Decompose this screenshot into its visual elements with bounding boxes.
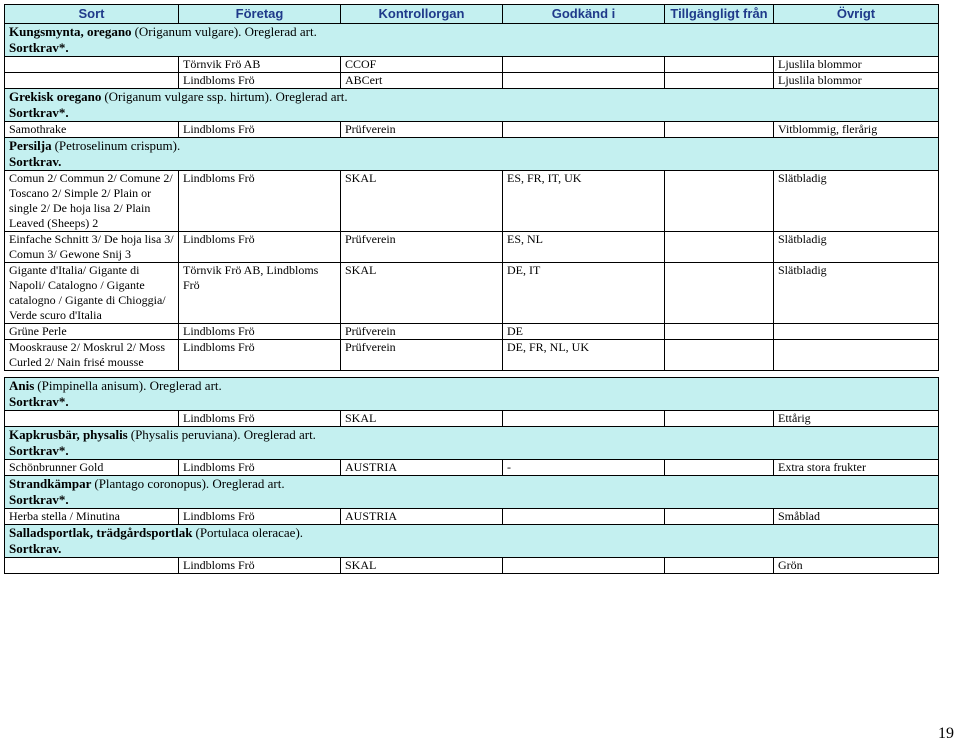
species-header [5,476,939,509]
table-cell: Grüne Perle [5,324,179,340]
table-cell: DE, IT [503,263,665,324]
table-cell: Lindbloms Frö [179,558,341,574]
table-cell: Törnvik Frö AB [179,57,341,73]
table-cell: AUSTRIA [341,460,503,476]
table-cell: Småblad [774,509,939,525]
sortkrav-note: Sortkrav*. [9,443,69,458]
table-row [5,558,939,574]
table-cell: Herba stella / Minutina [5,509,179,525]
table-cell [665,57,774,73]
table-cell [5,73,179,89]
species-name: Persilja [9,138,52,153]
table-cell: Lindbloms Frö [179,171,341,232]
col-kontrollorgan: Kontrollorgan [341,5,503,24]
table-row [5,411,939,427]
col-sort: Sort [5,5,179,24]
table-cell: Prüfverein [341,324,503,340]
species-name: Anis [9,378,35,393]
table-cell [665,122,774,138]
table-cell [503,411,665,427]
table-cell: Ettårig [774,411,939,427]
table-cell [503,57,665,73]
col-godkand-i: Godkänd i [503,5,665,24]
table-cell [5,558,179,574]
col-foretag: Företag [179,5,341,24]
species-cell [5,427,939,460]
table-row [5,263,939,324]
table-cell [665,460,774,476]
table-cell [665,324,774,340]
col-tillgangligt-fran: Tillgängligt från [665,5,774,24]
species-header [5,24,939,57]
table-cell: DE, FR, NL, UK [503,340,665,371]
variety-table [4,4,939,574]
table-cell: Lindbloms Frö [179,324,341,340]
table-cell: Vitblommig, flerårig [774,122,939,138]
sortkrav-note: Sortkrav*. [9,105,69,120]
table-body [5,24,939,574]
col-ovrigt: Övrigt [774,5,939,24]
table-cell: Prüfverein [341,122,503,138]
species-name: Strandkämpar [9,476,92,491]
table-cell [665,340,774,371]
species-cell [5,476,939,509]
table-cell: Lindbloms Frö [179,232,341,263]
table-cell [665,73,774,89]
page-number: 19 [938,725,954,742]
table-cell: ABCert [341,73,503,89]
table-cell [665,509,774,525]
table-cell: Prüfverein [341,340,503,371]
table-cell: Lindbloms Frö [179,122,341,138]
table-cell: Extra stora frukter [774,460,939,476]
table-cell: Slätbladig [774,263,939,324]
species-latin: (Origanum vulgare ssp. hirtum). Oreglerad art. [104,89,348,104]
table-cell: ES, FR, IT, UK [503,171,665,232]
species-latin: (Physalis peruviana). Oreglerad art. [130,427,316,442]
sortkrav-note: Sortkrav*. [9,492,69,507]
species-cell [5,89,939,122]
table-row [5,340,939,371]
table-cell: CCOF [341,57,503,73]
table-cell [503,73,665,89]
table-row [5,232,939,263]
table-row [5,460,939,476]
species-cell [5,24,939,57]
table-cell: Gigante d'Italia/ Gigante di Napoli/ Catalogno / Gigante catalogno / Gigante di Chioggia/ Verde scuro d'Italia [5,263,179,324]
table-cell [665,232,774,263]
table-cell: AUSTRIA [341,509,503,525]
table-cell: Slätbladig [774,171,939,232]
sortkrav-note: Sortkrav. [9,541,62,556]
table-cell [774,324,939,340]
species-cell [5,525,939,558]
table-cell [665,263,774,324]
table-cell: Lindbloms Frö [179,340,341,371]
sortkrav-note: Sortkrav*. [9,40,69,55]
table-cell [503,509,665,525]
table-cell: Prüfverein [341,232,503,263]
table-row [5,57,939,73]
table-cell: Mooskrause 2/ Moskrul 2/ Moss Curled 2/ Nain frisé mousse [5,340,179,371]
table-cell [774,340,939,371]
spacer-row [5,371,939,378]
species-name: Salladsportlak, trädgårdsportlak [9,525,193,540]
species-header [5,525,939,558]
species-name: Kungsmynta, oregano [9,24,132,39]
table-cell [503,122,665,138]
species-name: Grekisk oregano [9,89,102,104]
table-cell: ES, NL [503,232,665,263]
table-cell: SKAL [341,263,503,324]
species-header [5,427,939,460]
table-row [5,73,939,89]
table-row [5,122,939,138]
table-cell: Schönbrunner Gold [5,460,179,476]
table-cell: - [503,460,665,476]
species-name: Kapkrusbär, physalis [9,427,128,442]
table-cell [5,57,179,73]
species-cell [5,138,939,171]
sortkrav-note: Sortkrav*. [9,394,69,409]
table-cell: Lindbloms Frö [179,73,341,89]
species-latin: (Origanum vulgare). Oreglerad art. [134,24,317,39]
table-cell: Comun 2/ Commun 2/ Comune 2/ Toscano 2/ Simple 2/ Plain or single 2/ De hoja lisa 2/ Plain Leaved (Sheeps) 2 [5,171,179,232]
header-row [5,5,939,24]
table-cell: DE [503,324,665,340]
table-cell: SKAL [341,558,503,574]
table-cell: Ljuslila blommor [774,57,939,73]
species-latin: (Pimpinella anisum). Oreglerad art. [37,378,222,393]
species-latin: (Portulaca oleracae). [195,525,304,540]
species-latin: (Plantago coronopus). Oreglerad art. [94,476,285,491]
table-cell [665,411,774,427]
table-cell [665,558,774,574]
table-cell: Slätbladig [774,232,939,263]
table-cell: Grön [774,558,939,574]
table-cell: SKAL [341,171,503,232]
table-cell [503,558,665,574]
table-cell: SKAL [341,411,503,427]
table-cell: Törnvik Frö AB, Lindbloms Frö [179,263,341,324]
table-cell [665,171,774,232]
species-header [5,378,939,411]
table-row [5,171,939,232]
spacer-cell [5,371,939,378]
table-cell: Lindbloms Frö [179,411,341,427]
table-cell: Einfache Schnitt 3/ De hoja lisa 3/ Comun 3/ Gewone Snij 3 [5,232,179,263]
table-row [5,509,939,525]
table-cell [5,411,179,427]
table-cell: Lindbloms Frö [179,509,341,525]
table-cell: Lindbloms Frö [179,460,341,476]
species-header [5,138,939,171]
species-cell [5,378,939,411]
table-cell: Samothrake [5,122,179,138]
species-header [5,89,939,122]
table-cell: Ljuslila blommor [774,73,939,89]
sortkrav-note: Sortkrav. [9,154,62,169]
species-latin: (Petroselinum crispum). [54,138,181,153]
table-row [5,324,939,340]
